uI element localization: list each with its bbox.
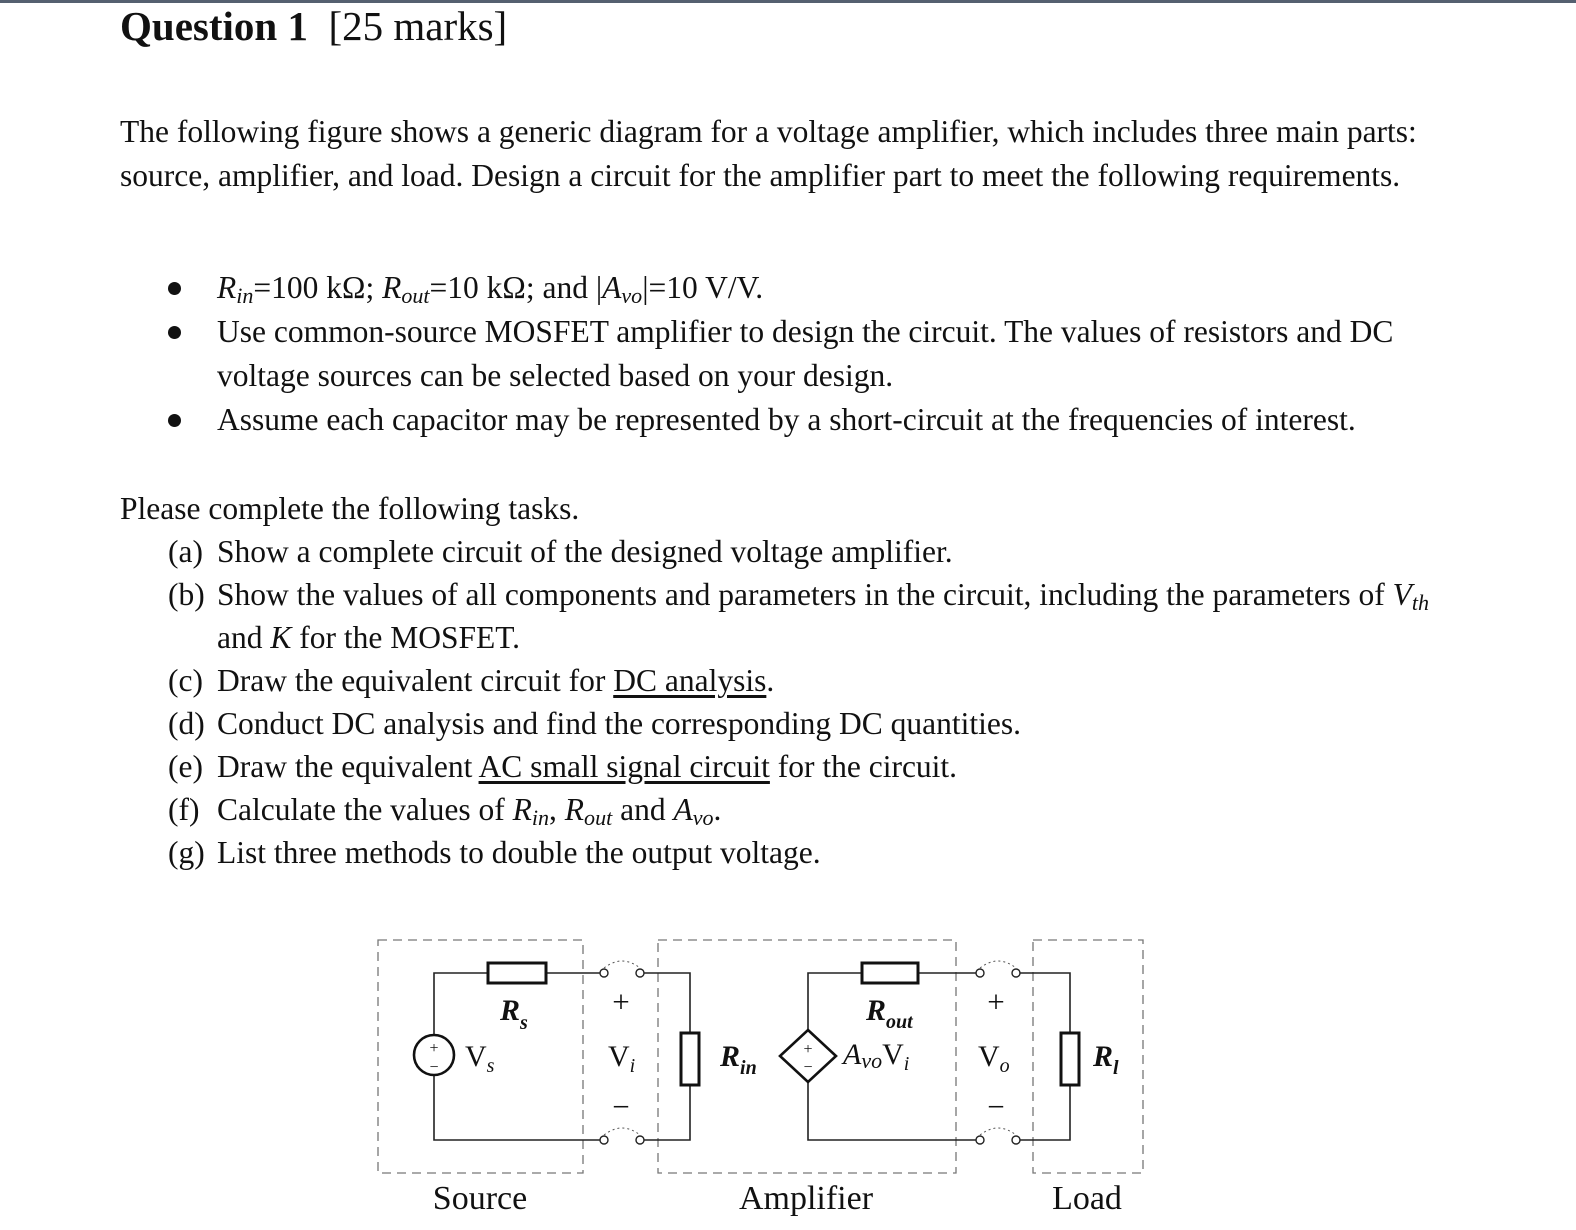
vth-symbol: V [1392,577,1412,612]
rl-label: $R_l$ [1093,1040,1119,1079]
resistor-rs [488,963,546,983]
dependent-plus: + [803,1041,813,1058]
rout-subscript: out [584,804,613,830]
task-text: Draw the equivalent [217,749,479,784]
rin-subscript: in [531,804,550,830]
terminal [600,1136,608,1144]
task-text: List three methods to double the output voltage. [217,835,821,870]
k-symbol: K [270,620,292,655]
requirement-text: Assume each capacitor may be represented by a short-circuit at the frequencies of interest. [217,402,1356,437]
resistor-rin [681,1033,699,1085]
task-label: (b) [168,577,205,612]
avo-subscript: vo [692,804,714,830]
rin-value: =100 kΩ; [253,270,383,305]
task-text: and [217,620,271,655]
resistor-rout [862,963,918,983]
task-label: (f) [168,792,200,827]
avo-value: |=10 V/V. [642,270,764,305]
task-label: (c) [168,663,203,698]
avo-subscript: vo [621,282,643,308]
task-text: , [549,792,565,827]
source-vs-symbol [414,1035,454,1076]
rout-symbol: R [382,270,402,305]
requirement-text: Use common-source MOSFET amplifier to design the circuit. The values of resistors and DC voltage sources can be selected based on your design. [217,314,1394,393]
dependent-minus: − [803,1059,813,1076]
task-text: Draw the equivalent circuit for [217,663,614,698]
dc-analysis-term: DC analysis [613,663,767,698]
task-text: for the circuit. [769,749,958,784]
source-caption: Source [432,1180,528,1217]
task-text: Calculate the values of [217,792,513,827]
vo-plus: + [987,984,1005,1019]
load-box [1033,940,1143,1173]
task-text: . [766,663,775,698]
ac-small-signal-term: AC small signal circuit [478,749,770,784]
terminal [636,969,644,977]
intro-paragraph: The following figure shows a generic diagram for a voltage amplifier, which includes three main parts: source, amplifier, and load. Design a circuit for the amplifier part to meet the following requirements. [120,114,1417,193]
task-text: Show the values of all components and parameters in the circuit, including the parameters of [217,577,1393,612]
terminal [636,1136,644,1144]
avo-symbol: A [673,792,693,827]
rin-symbol: R [217,270,237,305]
terminal [600,969,608,977]
task-label: (e) [168,749,203,784]
terminal [1012,1136,1020,1144]
rin-symbol: R [512,792,532,827]
task-text: . [713,792,722,827]
rout-symbol: R [564,792,585,827]
vi-minus: − [612,1089,630,1124]
rin-label: $R_{in}$ [720,1040,757,1079]
load-caption: Load [1052,1180,1122,1217]
vi-plus: + [612,984,630,1019]
source-minus: − [429,1059,439,1076]
task-label: (a) [168,534,203,569]
vth-subscript: th [1411,589,1430,615]
rs-label: $R_s$ [500,994,528,1034]
question-marks: [25 marks] [328,3,508,49]
vi-label: $V_i$ [608,1040,636,1077]
terminal [976,1136,984,1144]
avo-symbol: A [602,270,622,305]
source-plus: + [429,1040,439,1057]
vs-label: $V_s$ [465,1040,495,1077]
resistor-rl [1061,1033,1079,1085]
task-text: Show a complete circuit of the designed voltage amplifier. [217,534,953,569]
rout-subscript: out [401,282,430,308]
dependent-source-symbol [780,1030,836,1082]
task-text: Conduct DC analysis and find the corresponding DC quantities. [217,706,1022,741]
rout-value: =10 kΩ; and | [429,270,603,305]
task-label: (g) [168,835,205,870]
rin-subscript: in [236,282,254,308]
question-number: Question 1 [120,3,308,49]
task-text: for the MOSFET. [291,620,521,655]
terminal [1012,969,1020,977]
terminal [976,969,984,977]
vo-minus: − [987,1089,1005,1124]
amplifier-caption: Amplifier [738,1180,874,1217]
gain-label: AvoV$_i$ [843,1038,910,1075]
task-text: and [612,792,674,827]
rout-label: $R_{out}$ [866,994,913,1033]
tasks-intro: Please complete the following tasks. [120,491,580,526]
vo-label: $V_o$ [978,1040,1010,1077]
task-label: (d) [168,706,205,741]
